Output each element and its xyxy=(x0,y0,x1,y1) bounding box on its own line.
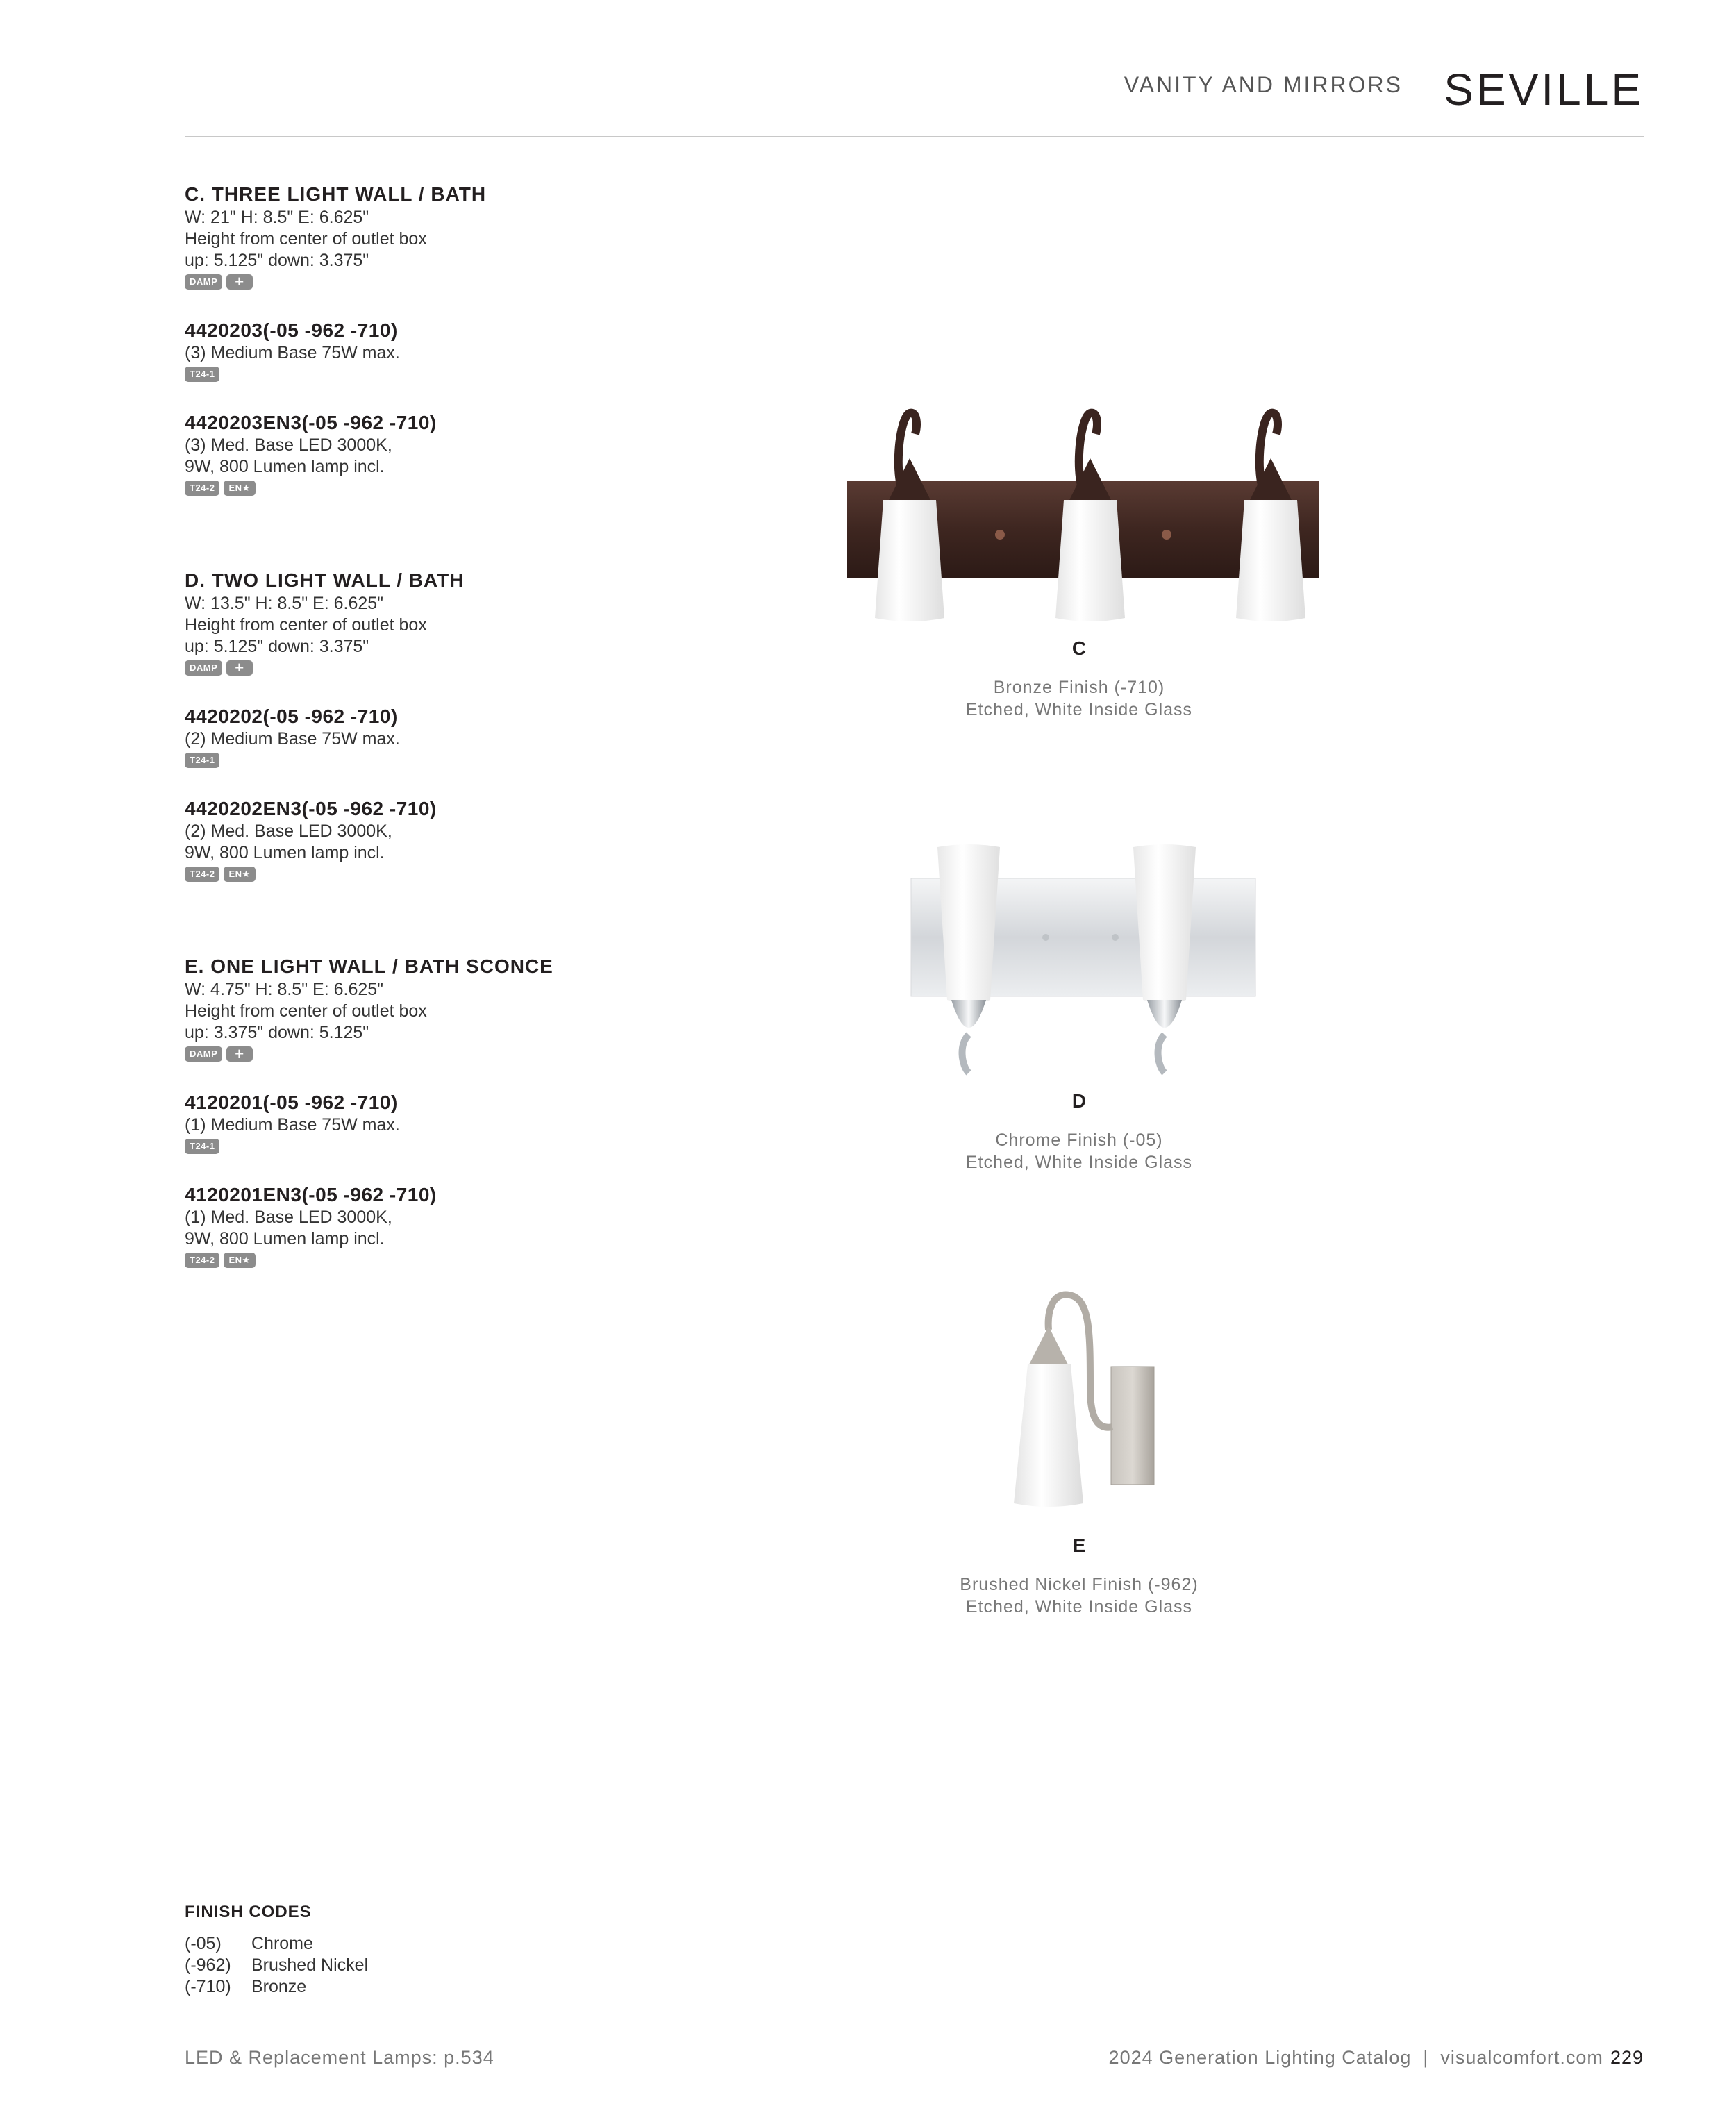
sku-lamp-line: 9W, 800 Lumen lamp incl. xyxy=(185,843,385,862)
finish-codes-list xyxy=(185,1933,368,1998)
dimensions: W: 13.5" H: 8.5" E: 6.625" xyxy=(185,594,384,613)
damp-badge: DAMP xyxy=(185,1046,222,1062)
dimensions: W: 21" H: 8.5" E: 6.625" xyxy=(185,208,369,227)
outlet-height-values: up: 3.375" down: 5.125" xyxy=(185,1023,369,1042)
product-heading: C. THREE LIGHT WALL / BATH xyxy=(185,183,487,205)
t24-badge: T24-2 xyxy=(185,1253,219,1268)
sku-lamp-line: 9W, 800 Lumen lamp incl. xyxy=(185,457,385,476)
finish-name: Brushed Nickel xyxy=(251,1955,369,1975)
finish-code: (-962) xyxy=(185,1955,231,1975)
figure-letter: D xyxy=(1071,1090,1087,1112)
outlet-height-label: Height from center of outlet box xyxy=(185,615,427,635)
outlet-height-values: up: 5.125" down: 3.375" xyxy=(185,637,369,656)
figure-finish-caption: Bronze Finish (-710) xyxy=(993,678,1165,697)
figure-finish-caption: Chrome Finish (-05) xyxy=(995,1130,1163,1150)
energy-star-badge: EN★ xyxy=(224,867,255,882)
badge-group xyxy=(185,1253,810,1268)
t24-badge: T24-1 xyxy=(185,1139,219,1154)
sku-code: 4420203EN3(-05 -962 -710) xyxy=(185,412,437,433)
outlet-height-label: Height from center of outlet box xyxy=(185,1001,427,1021)
page-title: SEVILLE xyxy=(1444,65,1644,115)
dimensions: W: 4.75" H: 8.5" E: 6.625" xyxy=(185,980,384,999)
finish-code: (-710) xyxy=(185,1977,231,1996)
footer-lamps-reference: LED & Replacement Lamps: p.534 xyxy=(185,2047,494,2068)
plus-badge: + xyxy=(226,660,252,676)
outlet-height-label: Height from center of outlet box xyxy=(185,229,427,249)
page-number: 229 xyxy=(1610,2047,1644,2068)
damp-badge: DAMP xyxy=(185,660,222,676)
sku-code: 4420202EN3(-05 -962 -710) xyxy=(185,798,437,819)
badge-group xyxy=(185,274,810,290)
t24-badge: T24-2 xyxy=(185,481,219,496)
sku-code: 4120201(-05 -962 -710) xyxy=(185,1092,398,1113)
list-item xyxy=(185,1955,368,1976)
product-d-spec xyxy=(185,568,810,882)
finish-name: Chrome xyxy=(251,1934,313,1953)
product-e-spec xyxy=(185,954,810,1268)
sku-code: 4120201EN3(-05 -962 -710) xyxy=(185,1184,437,1205)
energy-star-badge: EN★ xyxy=(224,1253,255,1268)
product-d-image xyxy=(903,833,1264,1083)
sku-lamp-line: (2) Medium Base 75W max. xyxy=(185,729,400,749)
t24-badge: T24-1 xyxy=(185,367,219,382)
badge-group xyxy=(185,1139,810,1154)
sku-lamp-line: 9W, 800 Lumen lamp incl. xyxy=(185,1229,385,1248)
t24-badge: T24-2 xyxy=(185,867,219,882)
sku-lamp-line: (3) Med. Base LED 3000K, xyxy=(185,435,392,455)
product-e-image xyxy=(986,1285,1194,1514)
damp-badge: DAMP xyxy=(185,274,222,290)
sku-code: 4420203(-05 -962 -710) xyxy=(185,319,398,341)
footer-catalog-text: 2024 Generation Lighting Catalog | visualcomfort.com xyxy=(1108,2047,1603,2068)
header-divider xyxy=(185,136,1644,137)
figure-letter: E xyxy=(1072,1535,1086,1556)
footer-catalog-info xyxy=(1109,2047,1644,2069)
sku-lamp-line: (3) Medium Base 75W max. xyxy=(185,343,400,362)
product-heading: E. ONE LIGHT WALL / BATH SCONCE xyxy=(185,955,553,977)
figure-glass-caption: Etched, White Inside Glass xyxy=(965,700,1193,719)
energy-star-badge: EN★ xyxy=(224,481,255,496)
finish-code: (-05) xyxy=(185,1934,222,1953)
badge-group xyxy=(185,1046,810,1062)
badge-group xyxy=(185,660,810,676)
product-c-spec xyxy=(185,182,810,496)
figure-glass-caption: Etched, White Inside Glass xyxy=(965,1153,1193,1172)
finish-name: Bronze xyxy=(251,1977,307,1996)
badge-group xyxy=(185,481,810,496)
list-item xyxy=(185,1976,368,1998)
sku-lamp-line: (1) Med. Base LED 3000K, xyxy=(185,1208,392,1227)
t24-badge: T24-1 xyxy=(185,753,219,768)
figure-letter: C xyxy=(1071,637,1087,659)
product-c-image xyxy=(840,403,1326,632)
sku-lamp-line: (1) Medium Base 75W max. xyxy=(185,1115,400,1135)
plus-badge: + xyxy=(226,274,252,290)
badge-group xyxy=(185,867,810,882)
outlet-height-values: up: 5.125" down: 3.375" xyxy=(185,251,369,270)
list-item xyxy=(185,1933,368,1955)
plus-badge: + xyxy=(226,1046,252,1062)
finish-codes-title: FINISH CODES xyxy=(185,1903,312,1921)
section-label: VANITY AND MIRRORS xyxy=(1124,72,1403,97)
badge-group xyxy=(185,367,810,382)
product-heading: D. TWO LIGHT WALL / BATH xyxy=(185,569,465,591)
sku-code: 4420202(-05 -962 -710) xyxy=(185,705,398,727)
figure-glass-caption: Etched, White Inside Glass xyxy=(965,1597,1193,1616)
badge-group xyxy=(185,753,810,768)
figure-finish-caption: Brushed Nickel Finish (-962) xyxy=(960,1575,1199,1594)
sku-lamp-line: (2) Med. Base LED 3000K, xyxy=(185,821,392,841)
